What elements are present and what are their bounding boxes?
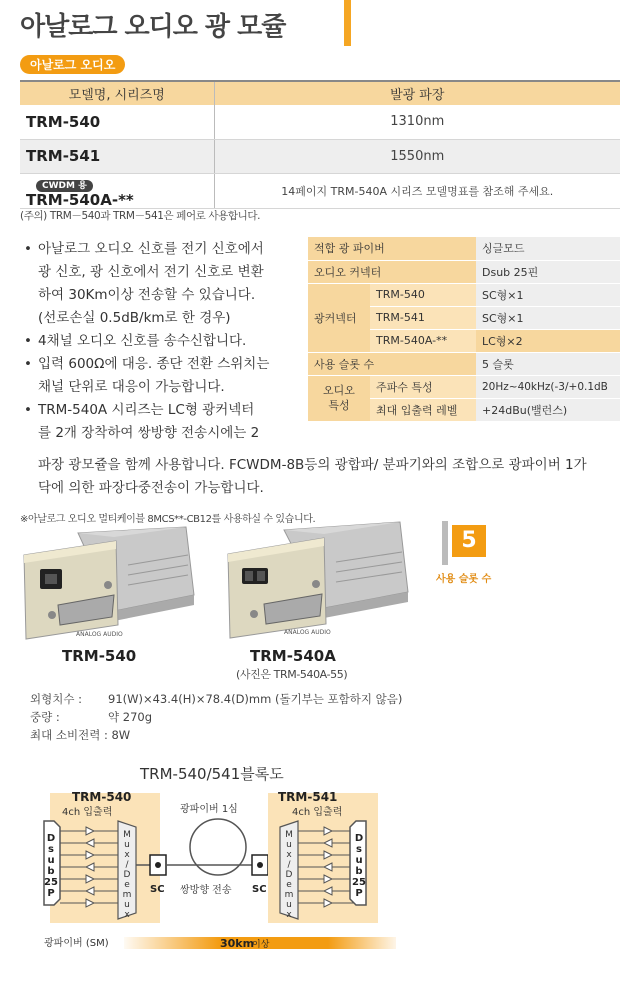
feature-list [22, 238, 294, 445]
block-diagram [30, 785, 610, 955]
trm-541-io-label: 4ch 입출력 [292, 807, 343, 818]
table-row [20, 105, 620, 139]
size-value: 91(W)×43.4(H)×78.4(D)mm (돌기부는 포함하지 않음) [108, 692, 403, 706]
slot-count-badge [442, 521, 486, 565]
svg-text:m: m [122, 890, 132, 900]
sc-label-right: SC [252, 884, 267, 895]
trm-541-block-label: TRM-541 [278, 790, 338, 804]
svg-text:M: M [123, 830, 131, 840]
spec-value: 싱글모드 [476, 237, 620, 260]
table-row [20, 173, 620, 208]
list-item: • 아날로그 오디오 신호를 전기 신호에서 광 신호, 광 신호에서 전기 신호로 변환 하여 30Km이상 전송할 수 있습니다. (선로손실 0.5dB/km로 한 경우) [22, 238, 294, 330]
spec-label: 적합 광 파이버 [308, 237, 476, 260]
spec-label: 오디오 커넥터 [308, 260, 476, 283]
fiber-type-label: 광파이버 (SM) [44, 938, 109, 949]
svg-text:u: u [124, 840, 130, 850]
spec-value: Dsub 25핀 [476, 260, 620, 283]
wave-col-header: 발광 파장 [214, 81, 620, 105]
dsub-letter: u [47, 855, 55, 866]
dsub-letter: D [354, 833, 364, 844]
product-subcaption: (사진은 TRM-540A-55) [236, 668, 348, 681]
trm-540-block-label: TRM-540 [72, 790, 132, 804]
spec-label: 특성 [328, 399, 350, 412]
dsub-letter: u [355, 855, 363, 866]
spec-value: 5 슬롯 [476, 352, 620, 375]
trm-540a-module-image [224, 520, 414, 645]
model-col-header: 모델명, 시리즈명 [20, 81, 214, 105]
model-table [20, 80, 620, 209]
list-item: • 입력 600Ω에 대응. 종단 전환 스위치는 채널 단위로 대응이 가능합니다. [22, 353, 294, 399]
slot-number: 5 [452, 525, 486, 557]
svg-text:/: / [125, 860, 129, 870]
svg-text:D: D [123, 870, 131, 880]
svg-text:e: e [286, 880, 292, 890]
model-name: TRM-541 [20, 139, 214, 173]
module-panel-label: ANALOG AUDIO [76, 631, 123, 638]
list-item: • TRM-540A 시리즈는 LC형 광커넥터 를 2개 장착하여 쌍방향 전송시에는 2 [22, 399, 294, 445]
spec-sublabel: 최대 입출력 레벨 [370, 398, 476, 421]
svg-text:x: x [124, 850, 130, 860]
size-label: 외형치수 : [30, 692, 82, 706]
spec-label: 사용 슬롯 수 [308, 352, 476, 375]
wave-value: 1310nm [214, 105, 620, 139]
product-name: TRM-540A [250, 647, 336, 665]
wave-value: 1550nm [214, 139, 620, 173]
weight-value: 약 270g [108, 710, 153, 724]
svg-text:e: e [124, 880, 130, 890]
title-accent-bar [344, 0, 351, 46]
spec-value: LC형×2 [476, 329, 620, 352]
spec-table [308, 237, 620, 422]
fiber-count-label: 광파이버 1심 [180, 804, 238, 815]
table-row [20, 139, 620, 173]
dsub-letter: b [47, 866, 55, 877]
spec-value: SC형×1 [476, 306, 620, 329]
svg-text:D: D [285, 870, 293, 880]
pair-note: (주의) TRM－540과 TRM－541은 페어로 사용합니다. [20, 210, 261, 222]
spec-value: 20Hz~40kHz(-3/+0.1dB [476, 375, 620, 398]
svg-text:m: m [284, 890, 294, 900]
trm-540-module-image [18, 525, 196, 645]
svg-text:/: / [287, 860, 291, 870]
dsub-letter: s [48, 844, 54, 855]
spec-value: SC형×1 [476, 283, 620, 306]
spec-sublabel: 주파수 특성 [370, 375, 476, 398]
feature-text-line: 닥에 의한 파장다중전송이 가능합니다. [38, 480, 264, 496]
weight-label: 중량 : [30, 710, 60, 724]
dsub-letter: 25 [352, 877, 366, 888]
power-value: 최대 소비전력 : 8W [30, 728, 131, 742]
model-name: TRM-540A-** [26, 190, 134, 209]
dsub-letter: b [355, 866, 363, 877]
dsub-letter: D [46, 833, 56, 844]
module-panel-label: ANALOG AUDIO [284, 629, 331, 636]
spec-value: +24dBu(밸런스) [476, 398, 620, 421]
section-label: 아날로그 오디오 [20, 55, 125, 74]
spec-label: 광커넥터 [308, 283, 370, 352]
dsub-letter: P [47, 888, 55, 899]
spec-sublabel: TRM-540A-** [370, 329, 476, 352]
spec-sublabel: TRM-541 [370, 306, 476, 329]
dsub-letter: P [355, 888, 363, 899]
product-name: TRM-540 [62, 647, 137, 665]
list-item: • 4채널 오디오 신호를 송수신합니다. [22, 330, 294, 353]
slot-count-label: 사용 슬롯 수 [436, 574, 492, 585]
svg-text:M: M [285, 830, 293, 840]
model-name: TRM-540 [20, 105, 214, 139]
distance-value: 30km [220, 937, 255, 950]
dimensions [30, 690, 402, 744]
multicable-note: ※아날로그 오디오 멀티케이블 8MCS**-CB12를 사용하실 수 있습니다. [20, 514, 316, 525]
svg-text:x: x [124, 910, 130, 920]
page-title: 아날로그 오디오 광 모쥴 [20, 12, 286, 42]
feature-text-line: 파장 광모쥴을 함께 사용합니다. FCWDM-8B등의 광합파/ 분파기와의 조합으로 광파이버 1가 [38, 457, 587, 473]
dsub-letter: 25 [44, 877, 58, 888]
trm-540-io-label: 4ch 입출력 [62, 807, 113, 818]
svg-text:x: x [286, 850, 292, 860]
svg-text:x: x [286, 910, 292, 920]
svg-text:u: u [124, 900, 130, 910]
wave-note: 14페이지 TRM-540A 시리즈 모델명표를 참조해 주세요. [214, 173, 620, 208]
svg-text:u: u [286, 900, 292, 910]
dsub-letter: s [356, 844, 362, 855]
spec-label: 오디오 [323, 384, 355, 397]
svg-text:u: u [286, 840, 292, 850]
spec-sublabel: TRM-540 [370, 283, 476, 306]
distance-suffix: 이상 [252, 940, 270, 950]
fiber-coil [190, 819, 246, 875]
bidirectional-label: 쌍방향 전송 [180, 885, 232, 896]
sc-label-left: SC [150, 884, 165, 895]
cwdm-badge: CWDM 용 [36, 180, 93, 192]
block-diagram-title: TRM-540/541블록도 [140, 765, 284, 783]
